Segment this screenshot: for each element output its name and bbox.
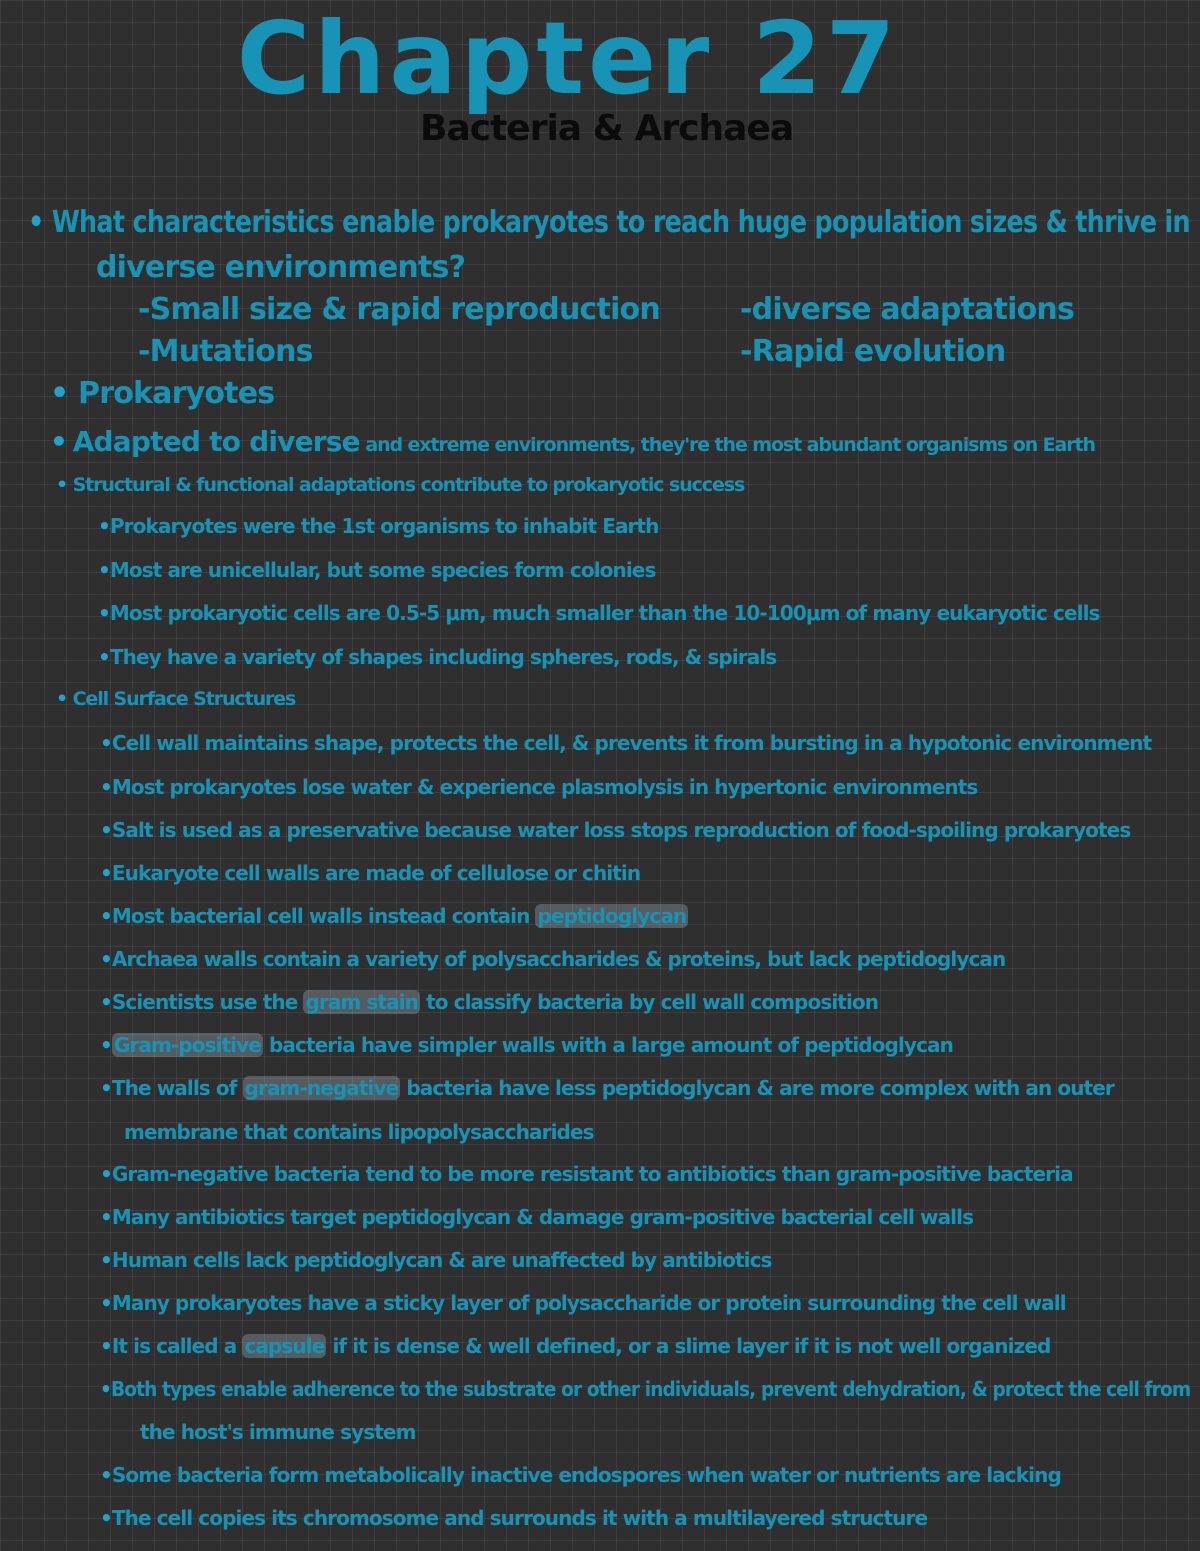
note-item: •Most are unicellular, but some species form colonies bbox=[98, 558, 656, 582]
bullet-icon: • bbox=[100, 1162, 112, 1186]
bullet-icon: • bbox=[100, 904, 112, 928]
bullet-icon: • bbox=[98, 514, 110, 538]
bullet-icon: • bbox=[100, 1291, 112, 1315]
bullet-icon: • bbox=[100, 1377, 111, 1401]
bullet-icon: • bbox=[100, 947, 112, 971]
bullet-icon: • bbox=[50, 425, 68, 458]
note-item: •The walls of gram-negative bacteria have less peptidoglycan & are more complex with an outer bbox=[100, 1076, 1114, 1100]
bullet-icon: • bbox=[100, 775, 112, 799]
note-item: •Salt is used as a preservative because water loss stops reproduction of food-spoiling prokaryotes bbox=[100, 818, 1131, 842]
note-item-cont: the host's immune system bbox=[140, 1420, 416, 1444]
note-adapted: • Adapted to diverse and extreme environments, they're the most abundant organisms on Earth bbox=[50, 425, 1095, 458]
note-item: •They have a variety of shapes including spheres, rods, & spirals bbox=[98, 645, 777, 669]
bullet-icon: • bbox=[98, 601, 110, 625]
bullet-icon: • bbox=[56, 474, 68, 496]
note-item-cont: membrane that contains lipopolysaccharides bbox=[124, 1120, 594, 1144]
note-item: •Both types enable adherence to the substrate or other individuals, prevent dehydration, & protect the cell from bbox=[100, 1377, 1191, 1401]
bullet-icon: • bbox=[100, 1463, 112, 1487]
bullet-icon: • bbox=[100, 1205, 112, 1229]
note-item: •Some bacteria form metabolically inactive endospores when water or nutrients are lacking bbox=[100, 1463, 1061, 1487]
note-item: • Gram-positive bacteria have simpler walls with a large amount of peptidoglycan bbox=[100, 1033, 953, 1057]
note-item: •Most prokaryotes lose water & experience plasmolysis in hypertonic environments bbox=[100, 775, 978, 799]
note-item: •Human cells lack peptidoglycan & are unaffected by antibiotics bbox=[100, 1248, 772, 1272]
note-item: •Many antibiotics target peptidoglycan & damage gram-positive bacterial cell walls bbox=[100, 1205, 974, 1229]
note-item: •Scientists use the gram stain to classify bacteria by cell wall composition bbox=[100, 990, 879, 1014]
note-item: •Cell wall maintains shape, protects the cell, & prevents it from bursting in a hypotonic environment bbox=[100, 731, 1152, 755]
note-item: •Gram-negative bacteria tend to be more resistant to antibiotics than gram-positive bacteria bbox=[100, 1162, 1073, 1186]
page-title: Chapter 27 bbox=[236, 0, 900, 117]
bullet-icon: • bbox=[100, 731, 112, 755]
bullet-icon: • bbox=[98, 645, 110, 669]
question-line: • What characteristics enable prokaryotes to reach huge population sizes & thrive in bbox=[28, 205, 1190, 240]
bullet-icon: • bbox=[100, 1506, 112, 1530]
answer-diverse-adaptations: -diverse adaptations bbox=[740, 292, 1075, 327]
answer-small-size: -Small size & rapid reproduction bbox=[138, 292, 660, 327]
bullet-icon: • bbox=[100, 818, 112, 842]
highlight-gram-positive: Gram-positive bbox=[113, 1033, 261, 1057]
bullet-icon: • bbox=[100, 861, 112, 885]
answer-rapid-evolution: -Rapid evolution bbox=[740, 334, 1006, 369]
question-line-cont: diverse environments? bbox=[96, 250, 466, 285]
highlight-gram-stain: gram stain bbox=[305, 990, 418, 1014]
heading-cell-surface: • Cell Surface Structures bbox=[56, 688, 296, 710]
bullet-icon: • bbox=[100, 1248, 112, 1272]
bullet-icon: • bbox=[100, 990, 112, 1014]
note-item: •Most bacterial cell walls instead contain peptidoglycan bbox=[100, 904, 687, 928]
answer-mutations: -Mutations bbox=[138, 334, 313, 369]
note-item: •Eukaryote cell walls are made of cellulose or chitin bbox=[100, 861, 641, 885]
note-item: •It is called a capsule if it is dense & well defined, or a slime layer if it is not well organized bbox=[100, 1334, 1051, 1358]
note-item: •Archaea walls contain a variety of polysaccharides & proteins, but lack peptidoglycan bbox=[100, 947, 1006, 971]
heading-structural: • Structural & functional adaptations contribute to prokaryotic success bbox=[56, 474, 745, 496]
bullet-icon: • bbox=[50, 376, 69, 411]
note-item: •Many prokaryotes have a sticky layer of polysaccharide or protein surrounding the cell wall bbox=[100, 1291, 1066, 1315]
bullet-icon: • bbox=[100, 1076, 112, 1100]
bullet-icon: • bbox=[98, 558, 110, 582]
highlight-gram-negative: gram-negative bbox=[244, 1076, 399, 1100]
bullet-icon: • bbox=[100, 1033, 112, 1057]
highlight-peptidoglycan: peptidoglycan bbox=[537, 904, 687, 928]
bullet-icon: • bbox=[56, 688, 68, 710]
note-item: •The cell copies its chromosome and surrounds it with a multilayered structure bbox=[100, 1506, 928, 1530]
note-item: •Most prokaryotic cells are 0.5-5 μm, much smaller than the 10-100μm of many eukaryotic cells bbox=[98, 601, 1100, 625]
bullet-icon: • bbox=[100, 1334, 112, 1358]
note-item: •Prokaryotes were the 1st organisms to inhabit Earth bbox=[98, 514, 659, 538]
page-subtitle: Bacteria & Archaea bbox=[420, 108, 794, 149]
heading-prokaryotes: • Prokaryotes bbox=[50, 376, 275, 411]
highlight-capsule: capsule bbox=[244, 1334, 325, 1358]
bullet-icon: • bbox=[28, 205, 44, 240]
